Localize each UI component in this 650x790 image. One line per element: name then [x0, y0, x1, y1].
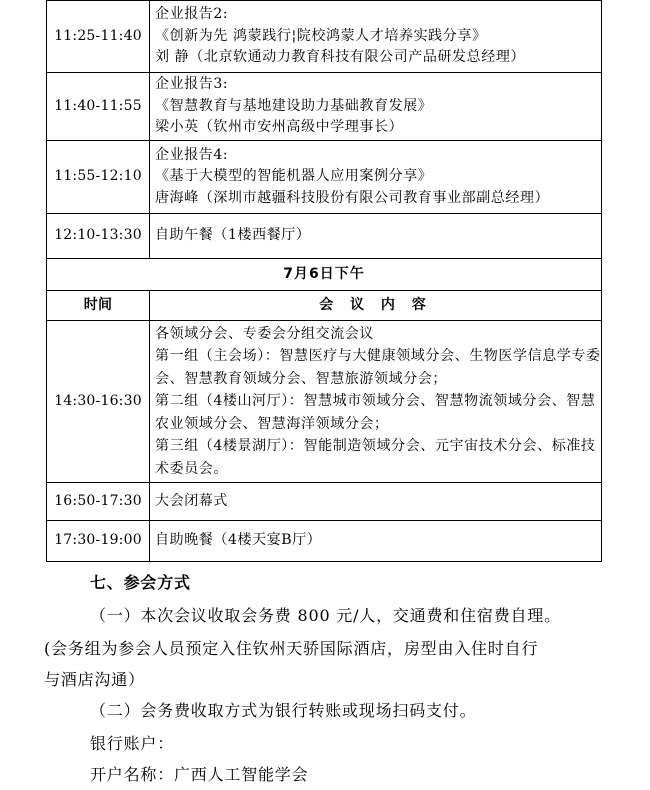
lunch-text: 自助午餐（1楼西餐厅）	[155, 227, 311, 244]
section-seven	[46, 0, 616, 790]
fee-paragraph-cont1: (会务组为参会人员预定入住钦州天骄国际酒店，房型由入住时自行	[44, 639, 539, 658]
report-speaker: 梁小英（钦州市安州高级中学理事长）	[155, 119, 404, 136]
group-three: 第三组（4楼景湖厅）：智能制造领域分会、元宇宙技术分会、标准技术委员会。	[155, 438, 596, 477]
bank-label: 银行账户：	[90, 734, 175, 753]
dinner-text: 自助晚餐（4楼天宴B厅）	[155, 532, 322, 549]
time-cell: 12:10-13:30	[47, 214, 150, 259]
account-name: 开户名称：广西人工智能学会	[90, 765, 309, 784]
fee-paragraph-cont2: 与酒店沟通）	[44, 670, 145, 689]
fee-paragraph: （一）本次会议收取会务费 800 元/人，交通费和住宿费自理。	[90, 606, 561, 625]
time-cell: 14:30-16:30	[47, 321, 150, 483]
report-label: 企业报告4:	[155, 146, 229, 163]
time-cell: 11:25-11:40	[47, 1, 150, 73]
time-cell: 11:40-11:55	[47, 73, 150, 141]
report-speaker: 唐海峰（深圳市越疆科技股份有限公司教育事业部副总经理）	[155, 189, 550, 206]
time-cell: 16:50-17:30	[47, 483, 150, 521]
report-title: 《创新为先 鸿蒙践行¦院校鸿蒙人才培养实践分享》	[155, 27, 487, 44]
section-title: 7月6日下午	[47, 259, 602, 291]
report-title: 《智慧教育与基地建设助力基础教育发展》	[155, 97, 433, 114]
time-cell: 17:30-19:00	[47, 521, 150, 562]
payment-paragraph: （二）会务费收取方式为银行转账或现场扫码支付。	[90, 701, 477, 720]
column-header-content: 会 议 内 容	[150, 291, 602, 321]
group-one: 第一组（主会场）：智慧医疗与大健康领域分会、生物医学信息学专委会、智慧教育领域分会、智慧旅游领域分会；	[155, 348, 601, 387]
column-header-time: 时间	[47, 291, 150, 321]
report-speaker: 刘 静（北京软通动力教育科技有限公司产品研发总经理）	[155, 49, 526, 66]
report-title: 《基于大模型的智能机器人应用案例分享》	[155, 168, 433, 185]
time-cell: 11:55-12:10	[47, 141, 150, 214]
session-title: 各领域分会、专委会分组交流会议	[155, 325, 374, 342]
closing-text: 大会闭幕式	[155, 492, 228, 509]
report-label: 企业报告2:	[155, 6, 229, 23]
group-two: 第二组（4楼山河厅）：智慧城市领域分会、智慧物流领域分会、智慧农业领域分会、智慧海洋领域分会；	[155, 393, 596, 432]
report-label: 企业报告3:	[155, 76, 229, 93]
section-heading: 七、参会方式	[90, 573, 191, 592]
